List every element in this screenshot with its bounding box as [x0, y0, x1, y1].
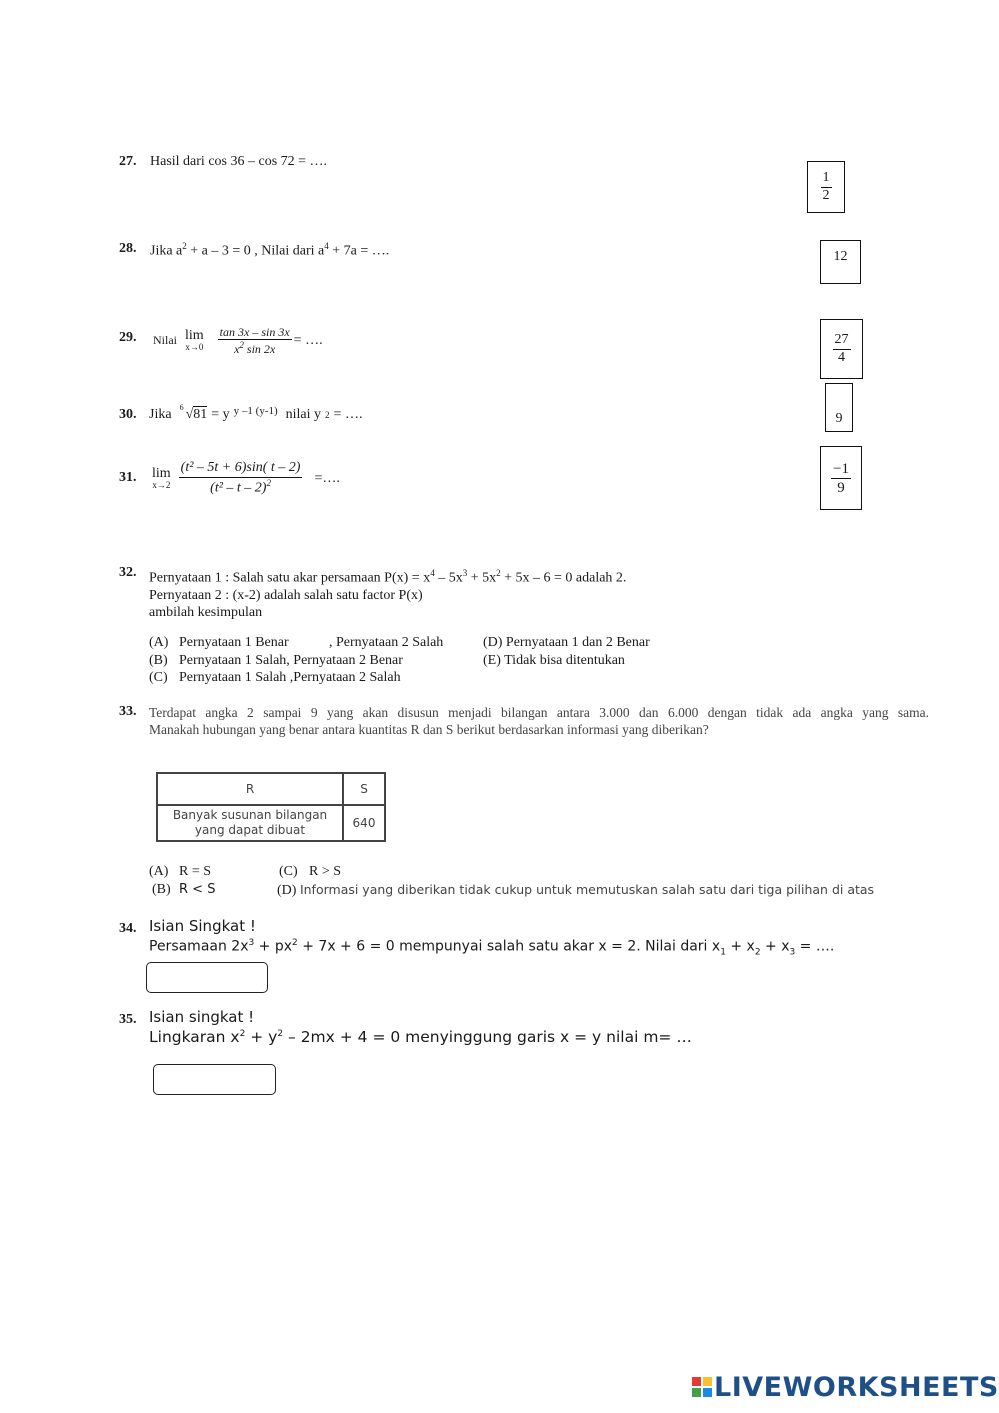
numerator: (t² – 5t + 6)sin( t – 2) [179, 460, 303, 478]
question-body [149, 565, 626, 621]
option-key: (B) [152, 882, 171, 897]
brand-logo-icon [692, 1377, 712, 1397]
tail: = …. [293, 332, 323, 348]
answer-input[interactable] [146, 962, 268, 993]
text-part: nilai y [285, 407, 322, 422]
fraction [218, 325, 292, 357]
subscript: 1 [720, 947, 726, 958]
limit-symbol: lim [185, 328, 204, 344]
option-e[interactable]: (E) Tidak bisa ditentukan [483, 652, 625, 668]
option-d[interactable]: (D) Pernyataan 1 dan 2 Benar [483, 635, 650, 650]
option-key: (C) [149, 670, 168, 685]
question-number: 28. [119, 241, 137, 256]
option-d[interactable] [277, 882, 874, 899]
limit-symbol: lim [152, 466, 171, 482]
question-number: 31. [119, 470, 137, 485]
radicand: 81 [193, 407, 208, 422]
option-text: , Pernyataan 2 Salah [329, 635, 444, 650]
option-key: (B) [149, 652, 168, 668]
limit [152, 467, 171, 490]
header-s: S [343, 773, 385, 805]
denom-base: (t² – t – 2) [210, 480, 267, 496]
text-part: + 5x – 6 = 0 adalah 2. [500, 570, 627, 586]
exponent: 3 [462, 568, 468, 578]
numerator: 27 [833, 332, 851, 350]
option-key: (A) [149, 635, 169, 650]
exponent: 2 [182, 241, 187, 251]
text-part: + 7a = …. [328, 243, 390, 259]
denominator: 4 [838, 349, 845, 365]
exponent: 2 [325, 410, 330, 420]
numerator: tan 3x – sin 3x [219, 325, 290, 339]
logo-block [692, 1388, 701, 1397]
text-part: – 2mx + 4 = 0 menyinggung garis x = y nilai m= … [283, 1028, 692, 1046]
subscript: 3 [789, 947, 796, 958]
question-number: 33. [119, 704, 137, 719]
fraction [821, 170, 832, 205]
text-part: + y [245, 1028, 278, 1046]
option-text: R < S [179, 882, 216, 897]
table-header-row [157, 773, 385, 805]
denominator [208, 478, 273, 497]
cell-s: 640 [343, 805, 385, 841]
subscript: 2 [754, 947, 761, 958]
question-number: 27. [119, 154, 137, 169]
header-r: R [157, 773, 343, 805]
text-part: = …. [333, 407, 363, 422]
option-text: R = S [179, 864, 212, 879]
cell-text: yang dapat dibuat [194, 823, 306, 837]
root-sign: √ [185, 407, 194, 422]
exponent: 4 [324, 241, 329, 251]
fraction [831, 460, 851, 497]
text-part: + px [254, 938, 293, 955]
question-number: 29. [119, 330, 137, 345]
text-line: Manakah hubungan yang benar antara kuantitas R dan S berikut berdasarkan informasi yang diberikan? [149, 722, 709, 737]
denominator: 9 [837, 479, 845, 496]
statement-2: Pernyataan 2 : (x-2) adalah salah satu factor P(x) [149, 587, 423, 603]
exponent: 2 [239, 1028, 246, 1039]
logo-block [703, 1377, 712, 1386]
exponent: 4 [430, 568, 435, 578]
answer-box[interactable] [820, 240, 861, 284]
question-title: Isian Singkat ! [149, 917, 256, 935]
fraction [833, 332, 851, 367]
answer-box[interactable] [820, 446, 862, 510]
radical [179, 403, 208, 423]
question-number: 34. [119, 921, 137, 936]
answer-box[interactable] [825, 383, 853, 432]
fraction [179, 460, 303, 497]
cell-r [157, 805, 343, 841]
brand-name: LIVEWORKSHEETS [714, 1372, 999, 1403]
exponent: 2 [277, 1028, 284, 1039]
question-text [150, 241, 389, 260]
question-number: 32. [119, 565, 137, 580]
question-text [152, 460, 340, 497]
equals: = y [211, 407, 230, 422]
tail: =…. [314, 470, 340, 486]
cell-text: Banyak susunan bilangan [172, 808, 328, 822]
option-text: Pernyataan 1 Benar [179, 635, 289, 650]
text-part: + 5x [467, 570, 497, 586]
logo-block [692, 1377, 701, 1386]
text-part: Lingkaran x [149, 1028, 240, 1046]
quantity-table [156, 772, 386, 842]
exponent: 2 [239, 340, 244, 351]
answer-value: 12 [833, 249, 848, 264]
text-part: Jika a [150, 243, 183, 259]
answer-input[interactable] [153, 1064, 276, 1095]
option-text: R > S [309, 864, 342, 879]
limit [185, 329, 204, 352]
instruction: ambilah kesimpulan [149, 604, 263, 620]
exponent: 2 [292, 938, 298, 948]
option-key: (C) [279, 864, 298, 879]
text-part: – 5x [434, 570, 463, 586]
option-b[interactable] [152, 882, 215, 898]
exponent: 2 [496, 568, 501, 578]
option-text: Pernyataan 1 Salah, Pernyataan 2 Benar [179, 652, 403, 668]
table-row [157, 805, 385, 841]
question-text [149, 704, 929, 738]
statement-1 [149, 565, 626, 587]
numerator: −1 [833, 460, 849, 477]
option-key: (A) [149, 864, 169, 879]
question-text [153, 325, 323, 357]
exponent: 3 [248, 938, 255, 948]
options-right [483, 634, 650, 669]
question-text [149, 402, 362, 423]
denominator: 2 [822, 187, 830, 203]
limit-subscript: x→0 [185, 342, 204, 353]
option-text: Pernyataan 1 Salah ,Pernyataan 2 Salah [179, 670, 401, 685]
options-left [149, 634, 443, 687]
option-c[interactable] [149, 669, 443, 687]
exponent: 2 [266, 477, 271, 488]
numerator: 1 [821, 170, 832, 188]
text-part: = …. [795, 938, 835, 955]
text-part: Pernyataan 1 : Salah satu akar persamaan P(x) = x [149, 570, 431, 586]
label: Nilai [153, 333, 177, 348]
denom-rest: sin 2x [243, 342, 276, 357]
text-part: + 7x + 6 = 0 mempunyai salah satu akar x = 2. Nilai dari x [297, 938, 721, 955]
text-part: + x [760, 938, 790, 955]
text-part: + x [725, 938, 755, 955]
option-key: (D) [277, 883, 297, 898]
text-line: Terdapat angka 2 sampai 9 yang akan disusun menjadi bilangan antara 3.000 dan 6.000 dengan tidak ada angka yang sama. [149, 705, 929, 720]
root-index: 6 [179, 403, 184, 412]
denominator [232, 340, 277, 356]
option-text: Informasi yang diberikan tidak cukup untuk memutuskan salah satu dari tiga pilihan di atas [299, 882, 875, 897]
question-text: Hasil dari cos 36 – cos 72 = …. [150, 154, 328, 169]
denom-var: x [234, 342, 240, 357]
text-part: Persamaan 2x [149, 938, 249, 955]
logo-block [703, 1388, 712, 1397]
option-c[interactable] [279, 864, 341, 880]
answer-value: 9 [835, 411, 843, 426]
question-number: 30. [119, 407, 137, 422]
exponent: y –1 (y-1) [233, 405, 278, 417]
answer-box[interactable] [820, 319, 863, 379]
option-a[interactable] [149, 864, 211, 880]
option-a[interactable] [149, 634, 443, 652]
question-number: 35. [119, 1012, 137, 1027]
question-text [149, 1028, 692, 1046]
label: Jika [149, 407, 172, 422]
text-part: + a – 3 = 0 , Nilai dari a [186, 243, 325, 259]
answer-box[interactable] [807, 161, 845, 213]
option-b[interactable] [149, 652, 443, 670]
question-text [149, 938, 834, 957]
rs-table [156, 772, 386, 842]
question-title: Isian singkat ! [149, 1008, 255, 1026]
limit-subscript: x→2 [152, 480, 171, 491]
